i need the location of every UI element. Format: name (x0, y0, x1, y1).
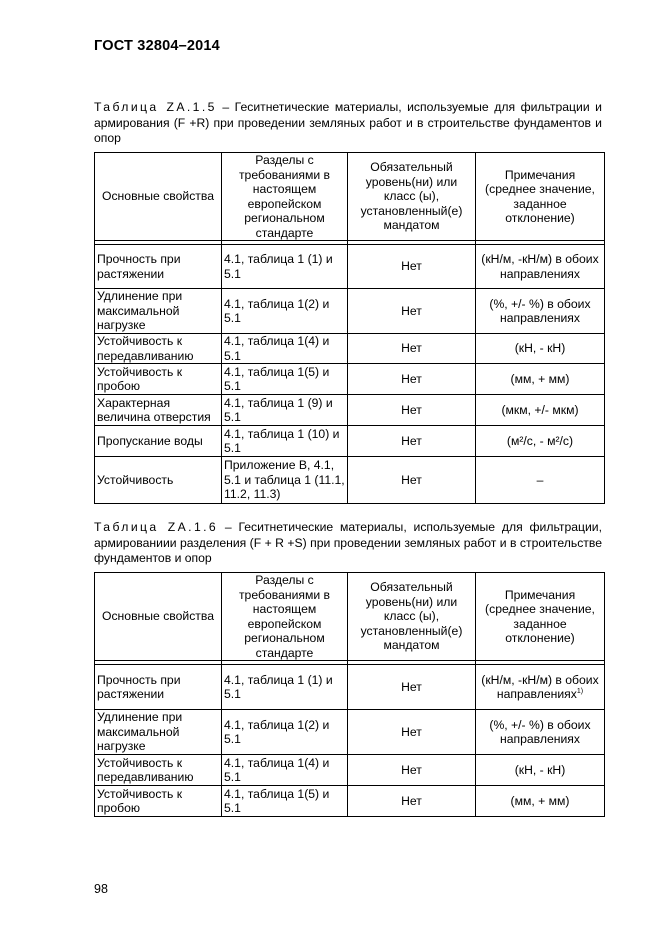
table-za15-caption-text: – Геситнетические материалы, используемые для фильтрации и армирования (F +R) при проведении земляных работ и в строительстве фундаментов и опор (94, 100, 602, 145)
note-cell: (м²/с, - м²/с) (476, 426, 605, 457)
table-za15-caption (94, 100, 602, 147)
level-cell: Нет (348, 786, 476, 817)
property-cell: Удлинение при максимальной нагрузке (95, 289, 222, 334)
level-cell: Нет (348, 395, 476, 426)
table-row (95, 710, 605, 755)
section-cell: 4.1, таблица 1 (1) и 5.1 (222, 245, 348, 289)
property-cell: Устойчивость к передавливанию (95, 334, 222, 364)
section-cell: 4.1, таблица 1(5) и 5.1 (222, 786, 348, 817)
level-cell: Нет (348, 426, 476, 457)
note-text: (кН/м, -кН/м) в обоих направлениях (481, 672, 599, 701)
section-cell: 4.1, таблица 1 (9) и 5.1 (222, 395, 348, 426)
property-cell: Пропускание воды (95, 426, 222, 457)
section-cell: Приложение В, 4.1, 5.1 и таблица 1 (11.1, 11.2, 11.3) (222, 457, 348, 504)
level-cell: Нет (348, 665, 476, 710)
table-row (95, 457, 605, 504)
property-cell: Устойчивость к пробою (95, 364, 222, 395)
header-cell: Примечания (среднее значение, заданное отклонение) (476, 573, 605, 661)
table-row (95, 289, 605, 334)
property-cell: Устойчивость к передавливанию (95, 755, 222, 786)
note-cell: (кН, - кН) (476, 755, 605, 786)
section-cell: 4.1, таблица 1(2) и 5.1 (222, 710, 348, 755)
table-row (95, 364, 605, 395)
note-cell: (%, +/- %) в обоих направлениях (476, 289, 605, 334)
section-cell: 4.1, таблица 1 (1) и 5.1 (222, 665, 348, 710)
header-cell: Обязательный уровень(ни) или класс (ы), установленный(е) мандатом (348, 573, 476, 661)
section-cell: 4.1, таблица 1(2) и 5.1 (222, 289, 348, 334)
note-cell: (кН/м, -кН/м) в обоих направлениях (476, 245, 605, 289)
table-za15 (94, 152, 605, 504)
level-cell: Нет (348, 334, 476, 364)
footnote-mark: 1) (576, 687, 584, 695)
note-cell: (мм, + мм) (476, 786, 605, 817)
section-cell: 4.1, таблица 1 (10) и 5.1 (222, 426, 348, 457)
table-za16-header-row (95, 573, 605, 661)
level-cell: Нет (348, 289, 476, 334)
header-cell: Обязательный уровень(ни) или класс (ы), установленный(е) мандатом (348, 153, 476, 241)
header-cell: Основные свойства (95, 573, 222, 661)
property-cell: Прочность при растяжении (95, 665, 222, 710)
header-cell: Разделы с требованиями в настоящем европейском региональном стандарте (222, 573, 348, 661)
table-row (95, 334, 605, 364)
table-za16-label: Таблица ZA.1.6 (94, 520, 219, 534)
note-cell: (кН, - кН) (476, 334, 605, 364)
note-cell: – (476, 457, 605, 504)
note-cell (476, 665, 605, 710)
section-cell: 4.1, таблица 1(4) и 5.1 (222, 755, 348, 786)
document-standard-title: ГОСТ 32804–2014 (94, 38, 220, 54)
table-row (95, 395, 605, 426)
table-za15-label: Таблица ZA.1.5 (94, 100, 217, 114)
table-row (95, 786, 605, 817)
table-row (95, 245, 605, 289)
level-cell: Нет (348, 710, 476, 755)
table-za16-caption-text: – Геситнетические материалы, используемые для фильтрации, армированиии разделения (F + R +S) при проведении земляных работ и в строительстве фундаментов и опор (94, 520, 602, 565)
table-za15-header-row (95, 153, 605, 241)
section-cell: 4.1, таблица 1(5) и 5.1 (222, 364, 348, 395)
property-cell: Устойчивость (95, 457, 222, 504)
table-row (95, 665, 605, 710)
table-row (95, 755, 605, 786)
level-cell: Нет (348, 755, 476, 786)
level-cell: Нет (348, 364, 476, 395)
note-cell: (%, +/- %) в обоих направлениях (476, 710, 605, 755)
property-cell: Удлинение при максимальной нагрузке (95, 710, 222, 755)
note-cell: (мкм, +/- мкм) (476, 395, 605, 426)
table-za16-caption (94, 520, 602, 567)
table-za16 (94, 572, 605, 817)
page-number: 98 (94, 882, 108, 896)
header-cell: Примечания (среднее значение, заданное отклонение) (476, 153, 605, 241)
note-cell: (мм, + мм) (476, 364, 605, 395)
property-cell: Устойчивость к пробою (95, 786, 222, 817)
section-cell: 4.1, таблица 1(4) и 5.1 (222, 334, 348, 364)
property-cell: Прочность при растяжении (95, 245, 222, 289)
header-cell: Разделы с требованиями в настоящем европейском региональном стандарте (222, 153, 348, 241)
level-cell: Нет (348, 457, 476, 504)
table-row (95, 426, 605, 457)
header-cell: Основные свойства (95, 153, 222, 241)
property-cell: Характерная величина отверстия (95, 395, 222, 426)
level-cell: Нет (348, 245, 476, 289)
